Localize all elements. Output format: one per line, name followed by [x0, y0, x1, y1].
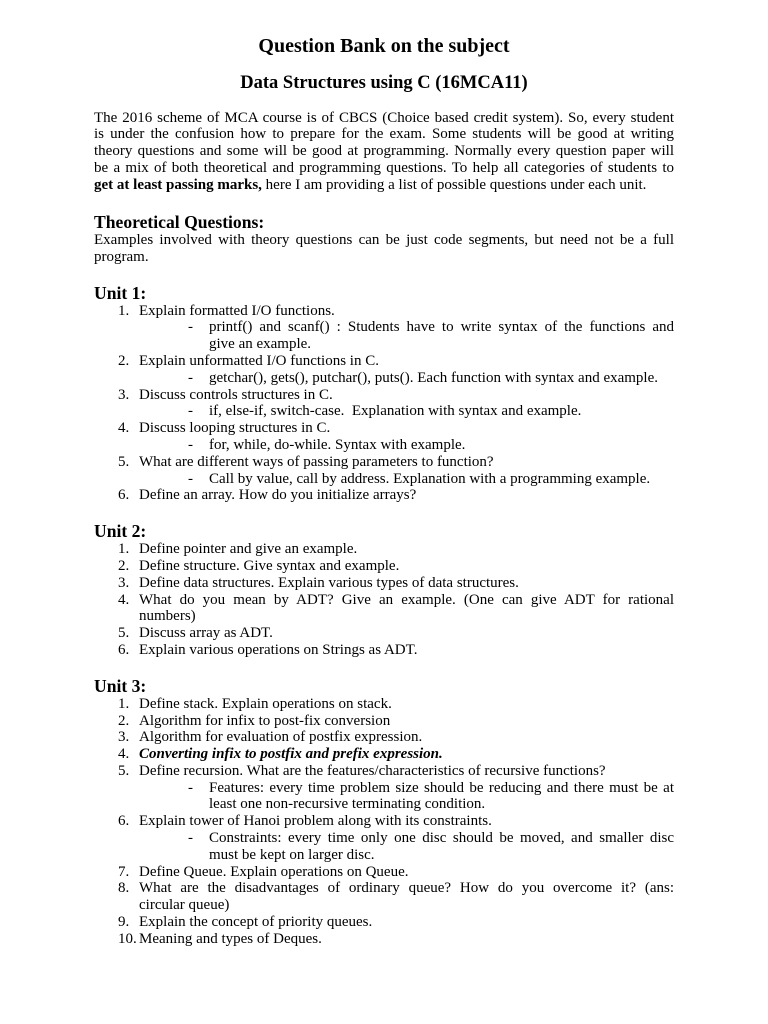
question-text: Discuss controls structures in C. [139, 386, 333, 403]
question-item [94, 487, 674, 504]
dash-marker: - [188, 779, 193, 796]
question-text: Explain formatted I/O functions. [139, 302, 335, 319]
question-item [94, 813, 674, 863]
question-item [94, 420, 674, 454]
question-note-text: least one non-recursive terminating condition. [209, 796, 486, 813]
question-number: 2. [118, 352, 130, 369]
unit-2-question-list [94, 541, 674, 659]
dash-marker: - [188, 830, 193, 847]
question-note [139, 780, 674, 814]
question-item [94, 746, 674, 763]
question-text: Discuss looping structures in C. [139, 420, 331, 437]
question-item [94, 931, 674, 948]
question-text: Define Queue. Explain operations on Queue. [139, 863, 409, 880]
dash-marker: - [188, 369, 193, 386]
question-text: Define recursion. What are the features/characteristics of recursive functions? [139, 762, 606, 779]
dash-marker: - [188, 403, 193, 420]
unit-2-section [94, 521, 674, 659]
question-item [94, 864, 674, 881]
question-text: Meaning and types of Deques. [139, 930, 322, 947]
question-text: Algorithm for evaluation of postfix expression. [139, 729, 423, 746]
theory-note [94, 232, 674, 266]
question-item [94, 713, 674, 730]
question-number: 5. [118, 453, 130, 470]
question-text: What are the disadvantages of ordinary queue? How do you overcome it? (ans: [139, 880, 674, 897]
question-note-text: printf() and scanf() : Students have to write syntax of the functions and [209, 319, 674, 336]
question-item [94, 353, 674, 387]
question-number: 2. [118, 557, 130, 574]
question-text-emphasized: Converting infix to postfix and prefix expression. [139, 746, 443, 763]
question-note-text: Call by value, call by address. Explanation with a programming example. [209, 470, 651, 487]
intro-line [94, 177, 674, 194]
question-text: Define structure. Give syntax and example. [139, 557, 400, 574]
question-number: 9. [118, 914, 130, 931]
question-note-text: for, while, do-while. Syntax with example. [209, 436, 466, 453]
question-item [94, 914, 674, 931]
question-number: 4. [118, 746, 130, 763]
question-note-text: give an example. [209, 336, 312, 353]
document-body [94, 110, 674, 948]
question-number: 3. [118, 574, 130, 591]
intro-paragraph [94, 110, 674, 194]
intro-line: be a mix of both theoretical and programming questions. To help all categories of students to [94, 159, 674, 176]
unit-3-question-list [94, 696, 674, 948]
question-note-text: must be kept on larger disc. [209, 846, 375, 863]
theory-note-line: program. [94, 248, 149, 265]
question-note [139, 319, 674, 353]
intro-emphasis: get at least passing marks, [94, 176, 262, 193]
question-number: 3. [118, 386, 130, 403]
question-number: 10. [118, 930, 137, 947]
question-item [94, 454, 674, 488]
question-text: Define data structures. Explain various types of data structures. [139, 574, 519, 591]
question-item [94, 541, 674, 558]
question-text: Define stack. Explain operations on stack. [139, 695, 392, 712]
question-note-text: getchar(), gets(), putchar(), puts(). Each function with syntax and example. [209, 369, 659, 386]
question-text: Explain unformatted I/O functions in C. [139, 352, 379, 369]
question-item [94, 880, 674, 914]
dash-marker: - [188, 470, 193, 487]
question-number: 6. [118, 487, 130, 504]
question-number: 5. [118, 625, 130, 642]
question-number: 8. [118, 880, 130, 897]
question-text: Define pointer and give an example. [139, 541, 358, 558]
intro-line: theory questions and some will be good at programming. Normally every question paper will [94, 143, 674, 160]
theoretical-questions-heading: Theoretical Questions: [94, 211, 265, 232]
question-text: Discuss array as ADT. [139, 625, 273, 642]
question-note [139, 370, 674, 387]
question-note [139, 471, 674, 488]
unit-1-heading: Unit 1: [94, 282, 147, 303]
question-number: 6. [118, 813, 130, 830]
question-note [139, 437, 674, 454]
question-text: What are different ways of passing parameters to function? [139, 453, 494, 470]
dash-marker: - [188, 319, 193, 336]
unit-3-section [94, 676, 674, 948]
question-note [139, 403, 674, 420]
question-item [94, 387, 674, 421]
question-text: Explain various operations on Strings as ADT. [139, 641, 418, 658]
question-item [94, 575, 674, 592]
question-note-text: if, else-if, switch-case. Explanation with syntax and example. [209, 403, 582, 420]
question-note-text: Features: every time problem size should be reducing and there must be at [209, 779, 674, 796]
question-text: Explain the concept of priority queues. [139, 914, 373, 931]
unit-1-section [94, 283, 674, 505]
intro-line: is under the confusion how to prepare for the exam. Some students will be good at writing [94, 126, 674, 143]
question-item [94, 729, 674, 746]
question-text: What do you mean by ADT? Give an example. (One can give ADT for rational [139, 591, 674, 608]
question-item [94, 303, 674, 353]
question-item [94, 763, 674, 813]
unit-1-question-list [94, 303, 674, 505]
document-title: Question Bank on the subject [258, 35, 510, 57]
question-number: 6. [118, 641, 130, 658]
question-number: 1. [118, 695, 130, 712]
question-number: 2. [118, 712, 130, 729]
dash-marker: - [188, 436, 193, 453]
question-text: Explain tower of Hanoi problem along with its constraints. [139, 813, 492, 830]
document-subtitle: Data Structures using C (16MCA11) [240, 73, 528, 93]
unit-3-heading: Unit 3: [94, 675, 147, 696]
question-note-text: Constraints: every time only one disc should be moved, and smaller disc [209, 830, 674, 847]
question-number: 1. [118, 302, 130, 319]
intro-line-text: here I am providing a list of possible questions under each unit. [261, 176, 647, 193]
question-number: 5. [118, 762, 130, 779]
question-number: 1. [118, 541, 130, 558]
question-number: 4. [118, 591, 130, 608]
question-item [94, 696, 674, 713]
question-number: 4. [118, 420, 130, 437]
question-item [94, 625, 674, 642]
unit-2-heading: Unit 2: [94, 521, 147, 542]
question-text: Define an array. How do you initialize arrays? [139, 487, 417, 504]
intro-line: The 2016 scheme of MCA course is of CBCS (Choice based credit system). So, every student [94, 109, 674, 126]
question-text: Algorithm for infix to post-fix conversion [139, 712, 391, 729]
question-text: numbers) [139, 608, 196, 625]
question-item [94, 592, 674, 626]
question-number: 7. [118, 863, 130, 880]
question-note [139, 830, 674, 864]
question-number: 3. [118, 729, 130, 746]
theory-note-line: Examples involved with theory questions can be just code segments, but need not be a full [94, 231, 674, 248]
question-item [94, 642, 674, 659]
question-text: circular queue) [139, 897, 230, 914]
question-item [94, 558, 674, 575]
